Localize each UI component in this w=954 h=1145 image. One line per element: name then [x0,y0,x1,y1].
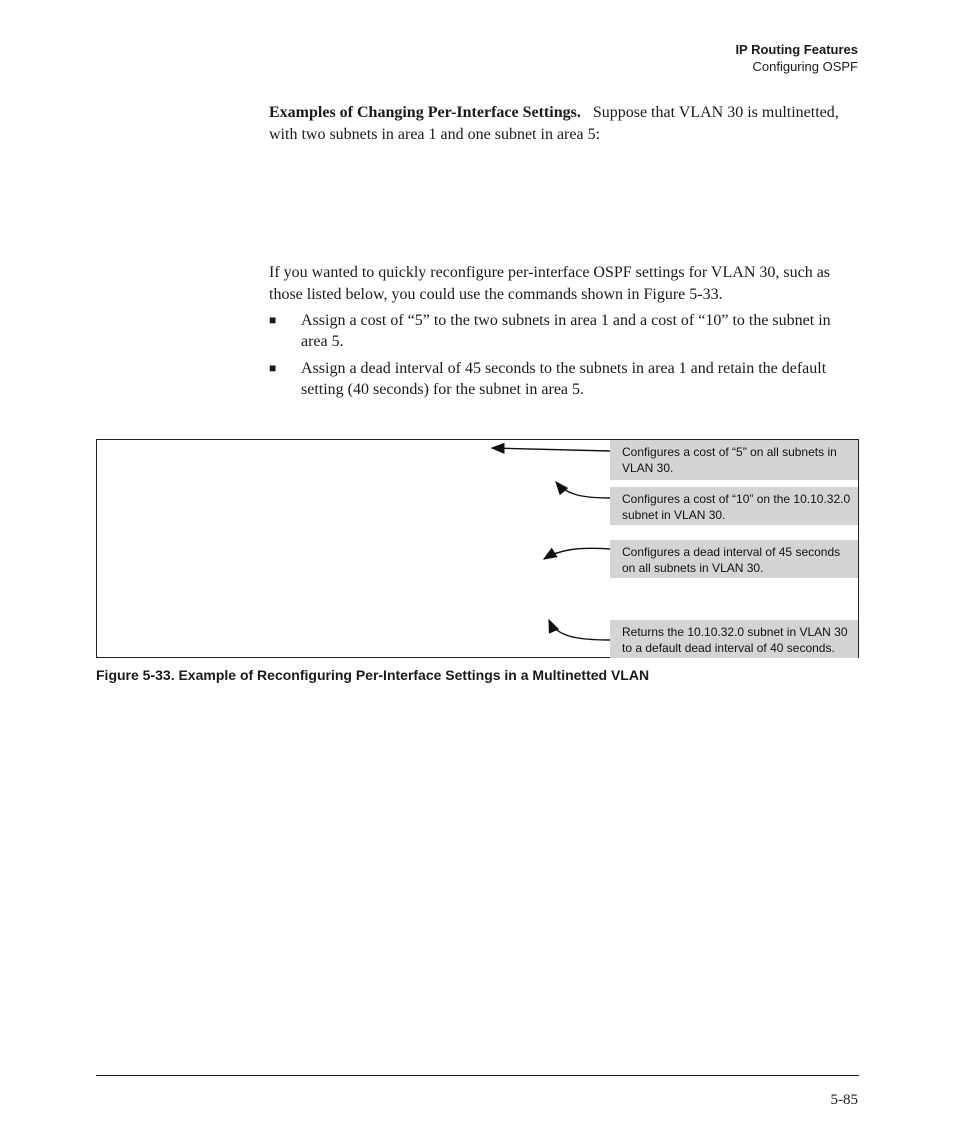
figure-caption: Figure 5-33. Example of Reconfiguring Per-Interface Settings in a Multinetted VLAN [96,667,650,683]
arrow-1-icon [492,448,610,451]
bullet-text: Assign a dead interval of 45 seconds to the subnets in area 1 and retain the default setting (40 seconds) for the subnet in area 5. [301,360,827,398]
arrow-2-icon [556,482,610,498]
callout-dead-interval-default: Returns the 10.10.32.0 subnet in VLAN 30 to a default dead interval of 40 seconds. [610,620,858,658]
bullet-marker: ■ [269,361,277,375]
callout-dead-interval-45: Configures a dead interval of 45 seconds on all subnets in VLAN 30. [610,540,858,578]
reconfigure-paragraph: If you wanted to quickly reconfigure per-interface OSPF settings for VLAN 30, such as those listed below, you could use the commands shown in Figure 5-33. [269,264,831,303]
arrow-3-icon [544,548,610,559]
bullet-text: Assign a cost of “5” to the two subnets in area 1 and a cost of “10” to the subnet in area 5. [301,312,831,350]
callout-cost-5: Configures a cost of “5” on all subnets in VLAN 30. [610,440,858,480]
intro-text: Suppose that VLAN 30 is multinetted, with two subnets in area 1 and one subnet in area 5: [269,104,839,143]
header-subsection: Configuring OSPF [752,59,858,74]
bullet-marker: ■ [269,313,277,327]
intro-lead: Examples of Changing Per-Interface Settings. [269,104,581,121]
header-section: IP Routing Features [735,42,858,57]
page-number: 5-85 [830,1092,858,1108]
arrow-4-icon [549,620,610,640]
callout-cost-10: Configures a cost of “10” on the 10.10.32.0 subnet in VLAN 30. [610,487,858,525]
footer-divider [96,1075,859,1076]
